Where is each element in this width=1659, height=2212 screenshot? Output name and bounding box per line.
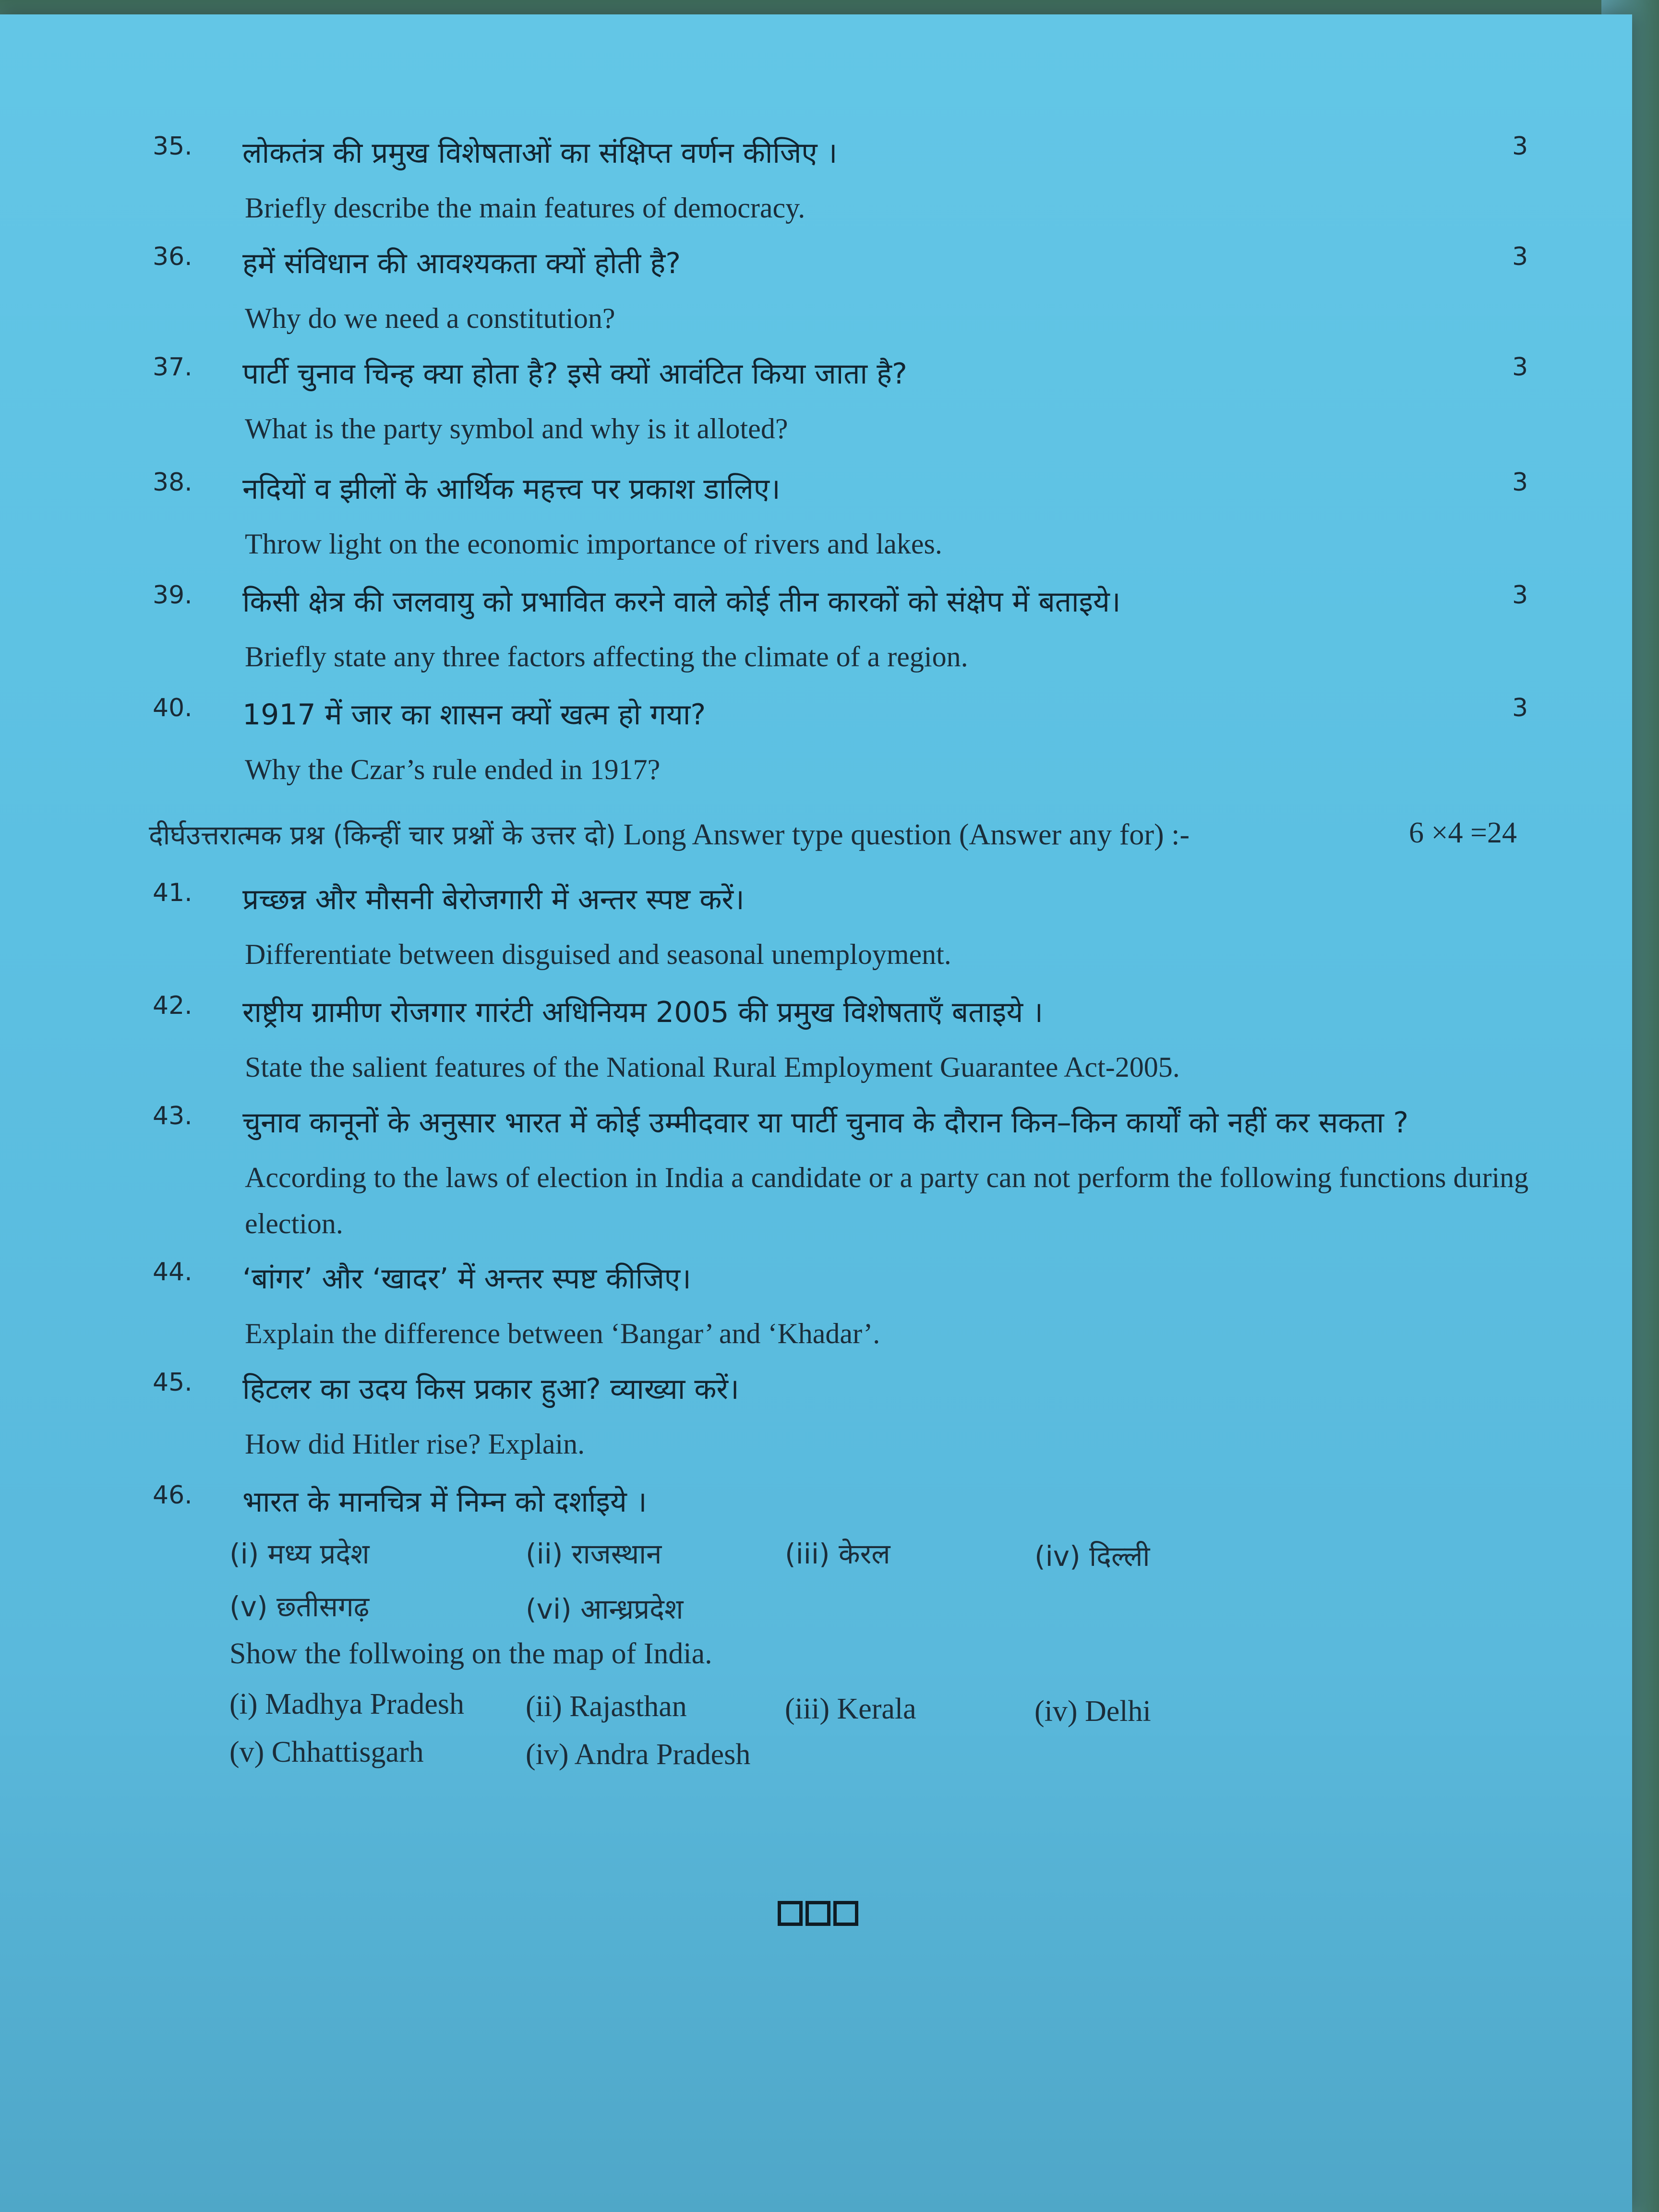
question-text-hindi: चुनाव कानूनों के अनुसार भारत में कोई उम्मीदवार या पार्टी चुनाव के दौरान किन–किन कार्यों को नहीं कर सकता ? — [242, 1106, 1409, 1140]
exam-paper-sheet — [0, 14, 1632, 2212]
question-text-english: What is the party symbol and why is it alloted? — [245, 413, 788, 445]
question-text-english: Briefly state any three factors affecting the climate of a region. — [245, 641, 968, 673]
question-text-hindi: लोकतंत्र की प्रमुख विशेषताओं का संक्षिप्त वर्णन कीजिए । — [242, 136, 838, 170]
question-text-hindi: हिटलर का उदय किस प्रकार हुआ? व्याख्या करें। — [242, 1372, 739, 1406]
question-number: 41. — [153, 878, 192, 907]
question-marks: 3 — [1512, 242, 1528, 271]
map-option-english: (iii) Kerala — [785, 1693, 916, 1725]
question-text-hindi: राष्ट्रीय ग्रामीण रोजगार गारंटी अधिनियम 2005 की प्रमुख विशेषताएँ बताइये । — [242, 996, 1043, 1029]
map-option-english: (iv) Andra Pradesh — [526, 1738, 751, 1771]
map-option-hindi: (vi) आन्ध्रप्रदेश — [526, 1593, 684, 1625]
question-number: 35. — [153, 132, 192, 161]
question-number: 44. — [153, 1258, 192, 1286]
question-text-english: Briefly describe the main features of democracy. — [245, 192, 805, 224]
question-text-english: State the salient features of the National Rural Employment Guarantee Act-2005. — [245, 1051, 1180, 1083]
question-text-english: Differentiate between disguised and seasonal unemployment. — [245, 938, 951, 970]
question-text-hindi: हमें संविधान की आवश्यकता क्यों होती है? — [242, 247, 681, 280]
question-marks: 3 — [1512, 694, 1528, 722]
question-text-english: Throw light on the economic importance of rivers and lakes. — [245, 528, 942, 560]
question-text-english: How did Hitler rise? Explain. — [245, 1428, 585, 1460]
question-marks: 3 — [1512, 353, 1528, 382]
map-option-hindi: (iv) दिल्ली — [1034, 1540, 1150, 1573]
question-text-hindi: भारत के मानचित्र में निम्न को दर्शाइये । — [242, 1485, 647, 1519]
question-text-hindi: नदियों व झीलों के आर्थिक महत्त्व पर प्रकाश डालिए। — [242, 472, 781, 506]
map-option-hindi: (ii) राजस्थान — [526, 1538, 662, 1570]
end-box-icon — [833, 1901, 858, 1926]
question-text-english: Why the Czar’s rule ended in 1917? — [245, 754, 661, 785]
question-number: 38. — [153, 468, 192, 497]
question-text-hindi: पार्टी चुनाव चिन्ह क्या होता है? इसे क्यों आवंटित किया जाता है? — [242, 357, 907, 391]
end-of-paper-marker — [778, 1901, 858, 1926]
question-text-hindi: ‘बांगर’ और ‘खादर’ में अन्तर स्पष्ट कीजिए। — [242, 1262, 691, 1296]
map-option-hindi: (v) छ्तीसगढ़ — [229, 1590, 370, 1623]
end-box-icon — [778, 1901, 803, 1926]
section-heading-hindi: दीर्घउत्तरात्मक प्रश्न (किन्हीं चार प्रश्नों के उत्तर दो) — [149, 820, 616, 851]
question-number: 37. — [153, 353, 192, 382]
question-marks: 3 — [1512, 132, 1528, 161]
end-box-icon — [805, 1901, 830, 1926]
question-number: 45. — [153, 1368, 192, 1397]
question-number: 40. — [153, 694, 192, 722]
map-option-english: (i) Madhya Pradesh — [229, 1688, 464, 1720]
question-text-hindi: किसी क्षेत्र की जलवायु को प्रभावित करने वाले कोई तीन कारकों को संक्षेप में बताइये। — [242, 585, 1121, 619]
map-option-english: (ii) Rajasthan — [526, 1690, 687, 1723]
question-text-english: Explain the difference between ‘Bangar’ and ‘Khadar’. — [245, 1318, 880, 1349]
map-option-hindi: (iii) केरल — [785, 1538, 890, 1570]
question-number: 42. — [153, 991, 192, 1020]
map-option-hindi: (i) मध्य प्रदेश — [229, 1538, 370, 1570]
map-option-english: (iv) Delhi — [1034, 1695, 1151, 1728]
question-number: 39. — [153, 581, 192, 610]
question-text-english: Why do we need a constitution? — [245, 302, 615, 334]
question-text-hindi: प्रच्छन्न और मौसनी बेरोजगारी में अन्तर स्पष्ट करें। — [242, 883, 745, 916]
question-text-english: According to the laws of election in India a candidate or a party can not perform the following functions during election. — [245, 1162, 1529, 1239]
section-marks: 6 ×4 =24 — [1409, 817, 1517, 849]
question-text-hindi: 1917 में जार का शासन क्यों खत्म हो गया? — [242, 698, 706, 732]
section-heading-english: Long Answer type question (Answer any for) :- — [623, 818, 1190, 851]
section-heading — [149, 816, 1325, 853]
question-number: 46. — [153, 1481, 192, 1510]
question-marks: 3 — [1512, 581, 1528, 610]
question-number: 43. — [153, 1102, 192, 1130]
question-marks: 3 — [1512, 468, 1528, 497]
map-option-english: (v) Chhattisgarh — [229, 1736, 424, 1768]
question-number: 36. — [153, 242, 192, 271]
question-text-english: Show the follwoing on the map of India. — [229, 1637, 712, 1670]
